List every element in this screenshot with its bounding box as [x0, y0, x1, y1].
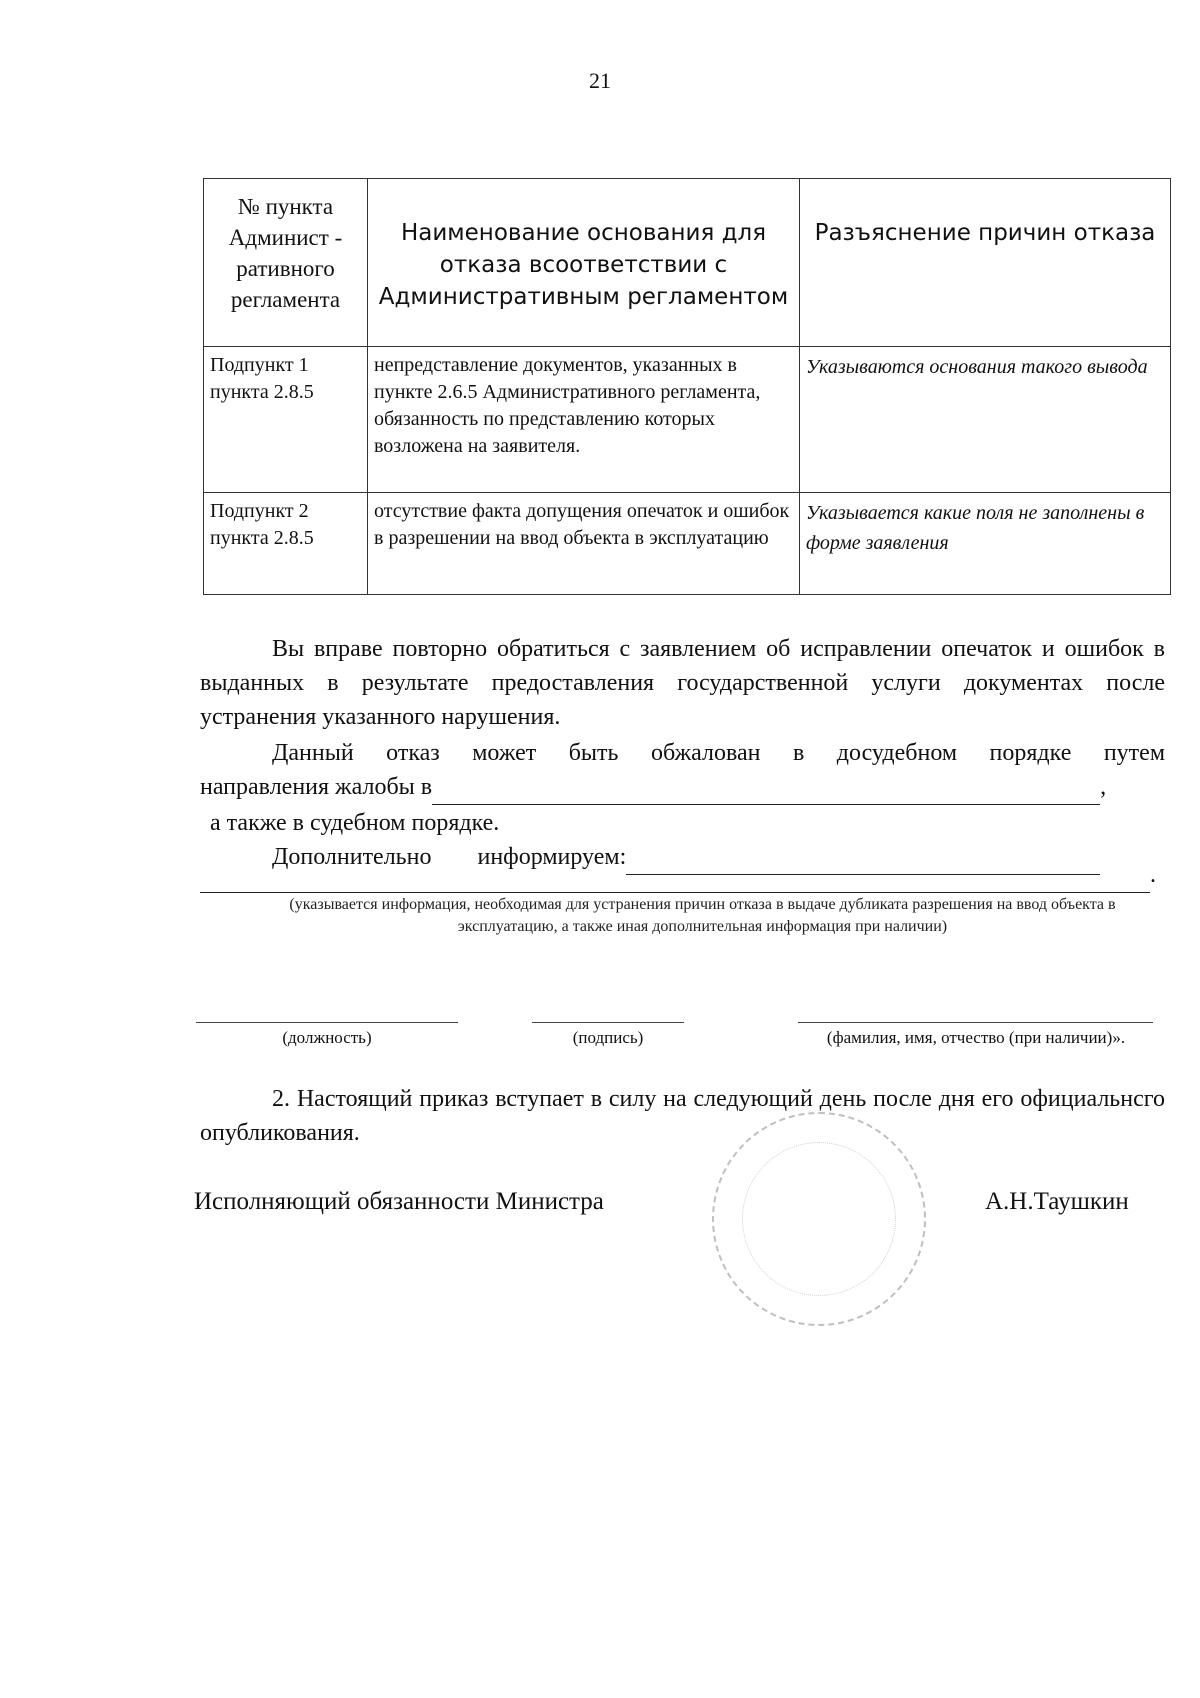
position-line — [196, 1022, 458, 1023]
row-item: Подпункт 2 пункта 2.8.5 — [204, 493, 368, 595]
info-line-2 — [200, 858, 1165, 893]
table-header-row — [204, 179, 1171, 347]
info-word-inform: информируем: — [477, 844, 627, 870]
reapply-paragraph: Вы вправе повторно обратиться с заявлением об исправлении опечаток и ошибок в выданных в результате предоставления государственной услуги документах после устранения указанного нарушения. — [200, 636, 1165, 730]
header-explanation: Разъяснение причин отказа — [800, 179, 1171, 347]
refusal-grounds-table — [203, 178, 1171, 595]
signatory-title: Исполняющий обязанности Министра — [194, 1188, 604, 1215]
row-explanation: Указывается какие поля не заполнены в форме заявления — [800, 493, 1171, 595]
appeal-line-3: а также в судебном порядке. — [210, 810, 500, 836]
row-ground: непредставление документов, указанных в пункте 2.6.5 Административного регламента, обязанность по представлению которых возложена на заявителя. — [368, 347, 800, 493]
row-item: Подпункт 1 пункта 2.8.5 — [204, 347, 368, 493]
fullname-caption: (фамилия, имя, отчество (при наличии)». — [826, 1028, 1126, 1047]
signatory-name: А.Н.Таушкин — [985, 1188, 1129, 1215]
header-item-number: № пункта Админист - ративного регламента — [204, 179, 368, 347]
info-period: . — [1150, 862, 1156, 888]
row-ground: отсутствие факта допущения опечаток и ошибок в разрешении на ввод объекта в эксплуатацию — [368, 493, 800, 595]
info-word-additionally: Дополнительно — [272, 844, 432, 870]
page-number: 21 — [589, 68, 611, 93]
info-blank-line-2 — [200, 858, 1150, 893]
info-note: (указывается информация, необходимая для устранения причин отказа в выдаче дубликата разрешения на ввод объекта в эксплуатацию, а также иная дополнительная информация при наличии) — [289, 896, 1116, 935]
position-caption: (должность) — [282, 1028, 372, 1047]
fullname-line — [798, 1022, 1153, 1023]
appeal-line-1: Данный отказ может быть обжалован в досудебном порядке путем — [272, 740, 1165, 766]
signature-caption: (подпись) — [572, 1028, 644, 1047]
order-clause: 2. Настоящий приказ вступает в силу на следующий день после дня его официальнсго опубликования. — [200, 1086, 1165, 1146]
signature-line — [532, 1022, 684, 1023]
appeal-comma: , — [1100, 774, 1107, 800]
table-row — [204, 493, 1171, 595]
appeal-blank-line — [432, 770, 1100, 805]
official-seal-stamp — [712, 1112, 926, 1326]
table-row — [204, 347, 1171, 493]
appeal-to-label: направления жалобы в — [200, 774, 433, 800]
row-explanation: Указываются основания такого вывода — [800, 347, 1171, 493]
header-ground-name: Наименование основания для отказа всоответствии с Административным регламентом — [368, 179, 800, 347]
appeal-line-2 — [200, 770, 1165, 805]
